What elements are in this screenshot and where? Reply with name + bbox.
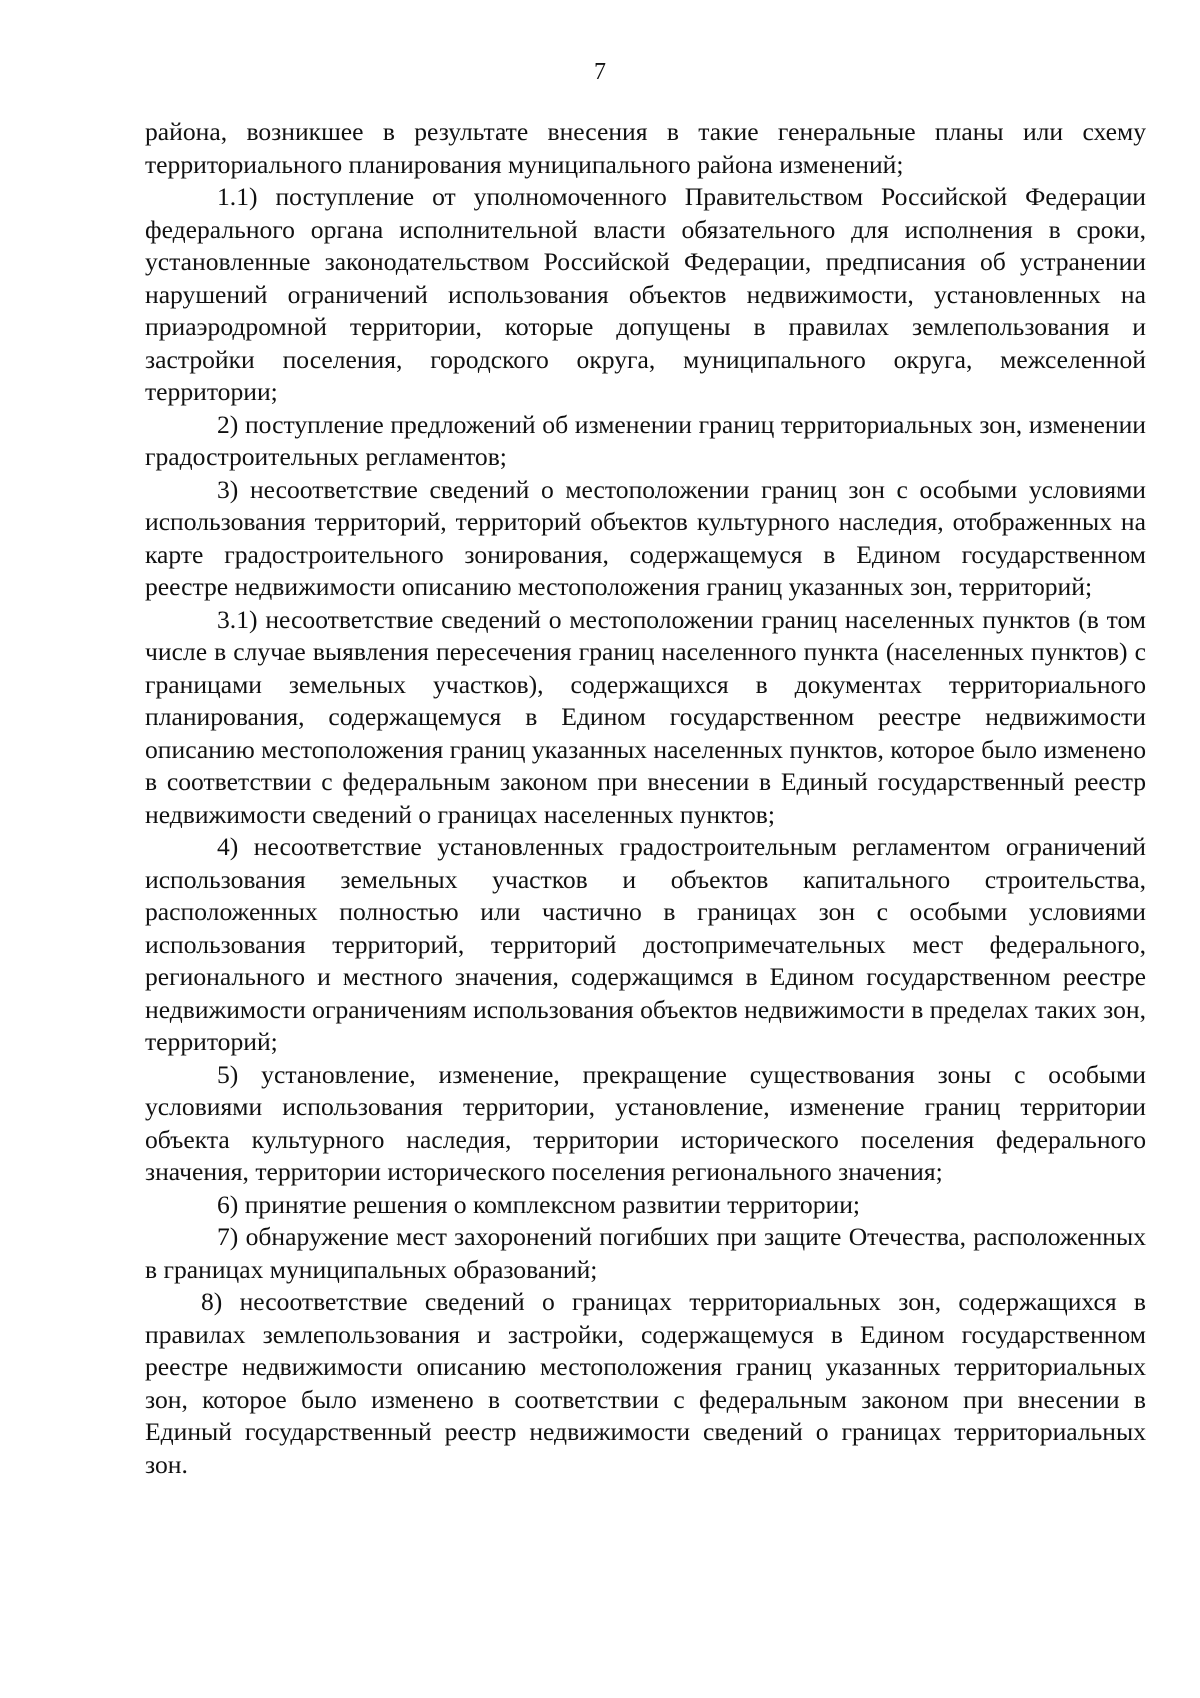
paragraph-item-3: 3) несоответствие сведений о местоположении границ зон с особыми условиями использования территорий, территорий объектов культурного наследия, отображенных на карте градостроительного зонирования, содержащемуся в Едином государственном реестре недвижимости описанию местоположения границ указанных зон, территорий; [145, 474, 1146, 601]
paragraph-continuation: района, возникшее в результате внесения в такие генеральные планы или схему территориального планирования муниципального района изменений; [145, 117, 1146, 179]
page-number: 7 [594, 59, 606, 85]
paragraph-item-2: 2) поступление предложений об изменении границ территориальных зон, изменении градостроительных регламентов; [145, 409, 1146, 471]
paragraph-item-4: 4) несоответствие установленных градостроительным регламентом ограничений использования земельных участков и объектов капитального строительства, расположенных полностью или частично в границах зон с особыми условиями использования территорий, территорий достопримечательных мест федерального, регионального и местного значения, содержащимся в Едином государственном реестре недвижимости ограничениям использования объектов недвижимости в пределах таких зон, территорий; [145, 832, 1147, 1056]
paragraph-item-6: 6) принятие решения о комплексном развитии территории; [217, 1189, 861, 1219]
paragraph-item-8: 8) несоответствие сведений о границах территориальных зон, содержащихся в правилах землепользования и застройки, содержащемуся в Едином государственном реестре недвижимости описанию местоположения границ указанных территориальных зон, которое было изменено в соответствии с федеральным законом при внесении в Единый государственный реестр недвижимости сведений о границах территориальных зон. [145, 1287, 1146, 1479]
paragraph-item-1-1: 1.1) поступление от уполномоченного Правительством Российской Федерации федерального органа исполнительной власти обязательного для исполнения в сроки, установленные законодательством Российской Федерации, предписания об устранении нарушений ограничений использования объектов недвижимости, установленных на приаэродромной территории, которые допущены в правилах землепользования и застройки поселения, городского округа, муниципального округа, межселенной территории; [145, 182, 1146, 406]
document-body [145, 116, 1146, 1481]
paragraph-item-5: 5) установление, изменение, прекращение существования зоны с особыми условиями использования территории, установление, изменение границ территории объекта культурного наследия, территории исторического поселения федерального значения, территории исторического поселения регионального значения; [145, 1059, 1146, 1186]
paragraph-item-3-1: 3.1) несоответствие сведений о местоположении границ населенных пунктов (в том числе в случае выявления пересечения границ населенного пункта (населенных пунктов) с границами земельных участков), содержащихся в документах территориального планирования, содержащемуся в Едином государственном реестре недвижимости описанию местоположения границ указанных населенных пунктов, которое было изменено в соответствии с федеральным законом при внесении в Единый государственный реестр недвижимости сведений о границах населенных пунктов; [145, 604, 1146, 829]
paragraph-item-7: 7) обнаружение мест захоронений погибших при защите Отечества, расположенных в границах муниципальных образований; [145, 1222, 1146, 1284]
